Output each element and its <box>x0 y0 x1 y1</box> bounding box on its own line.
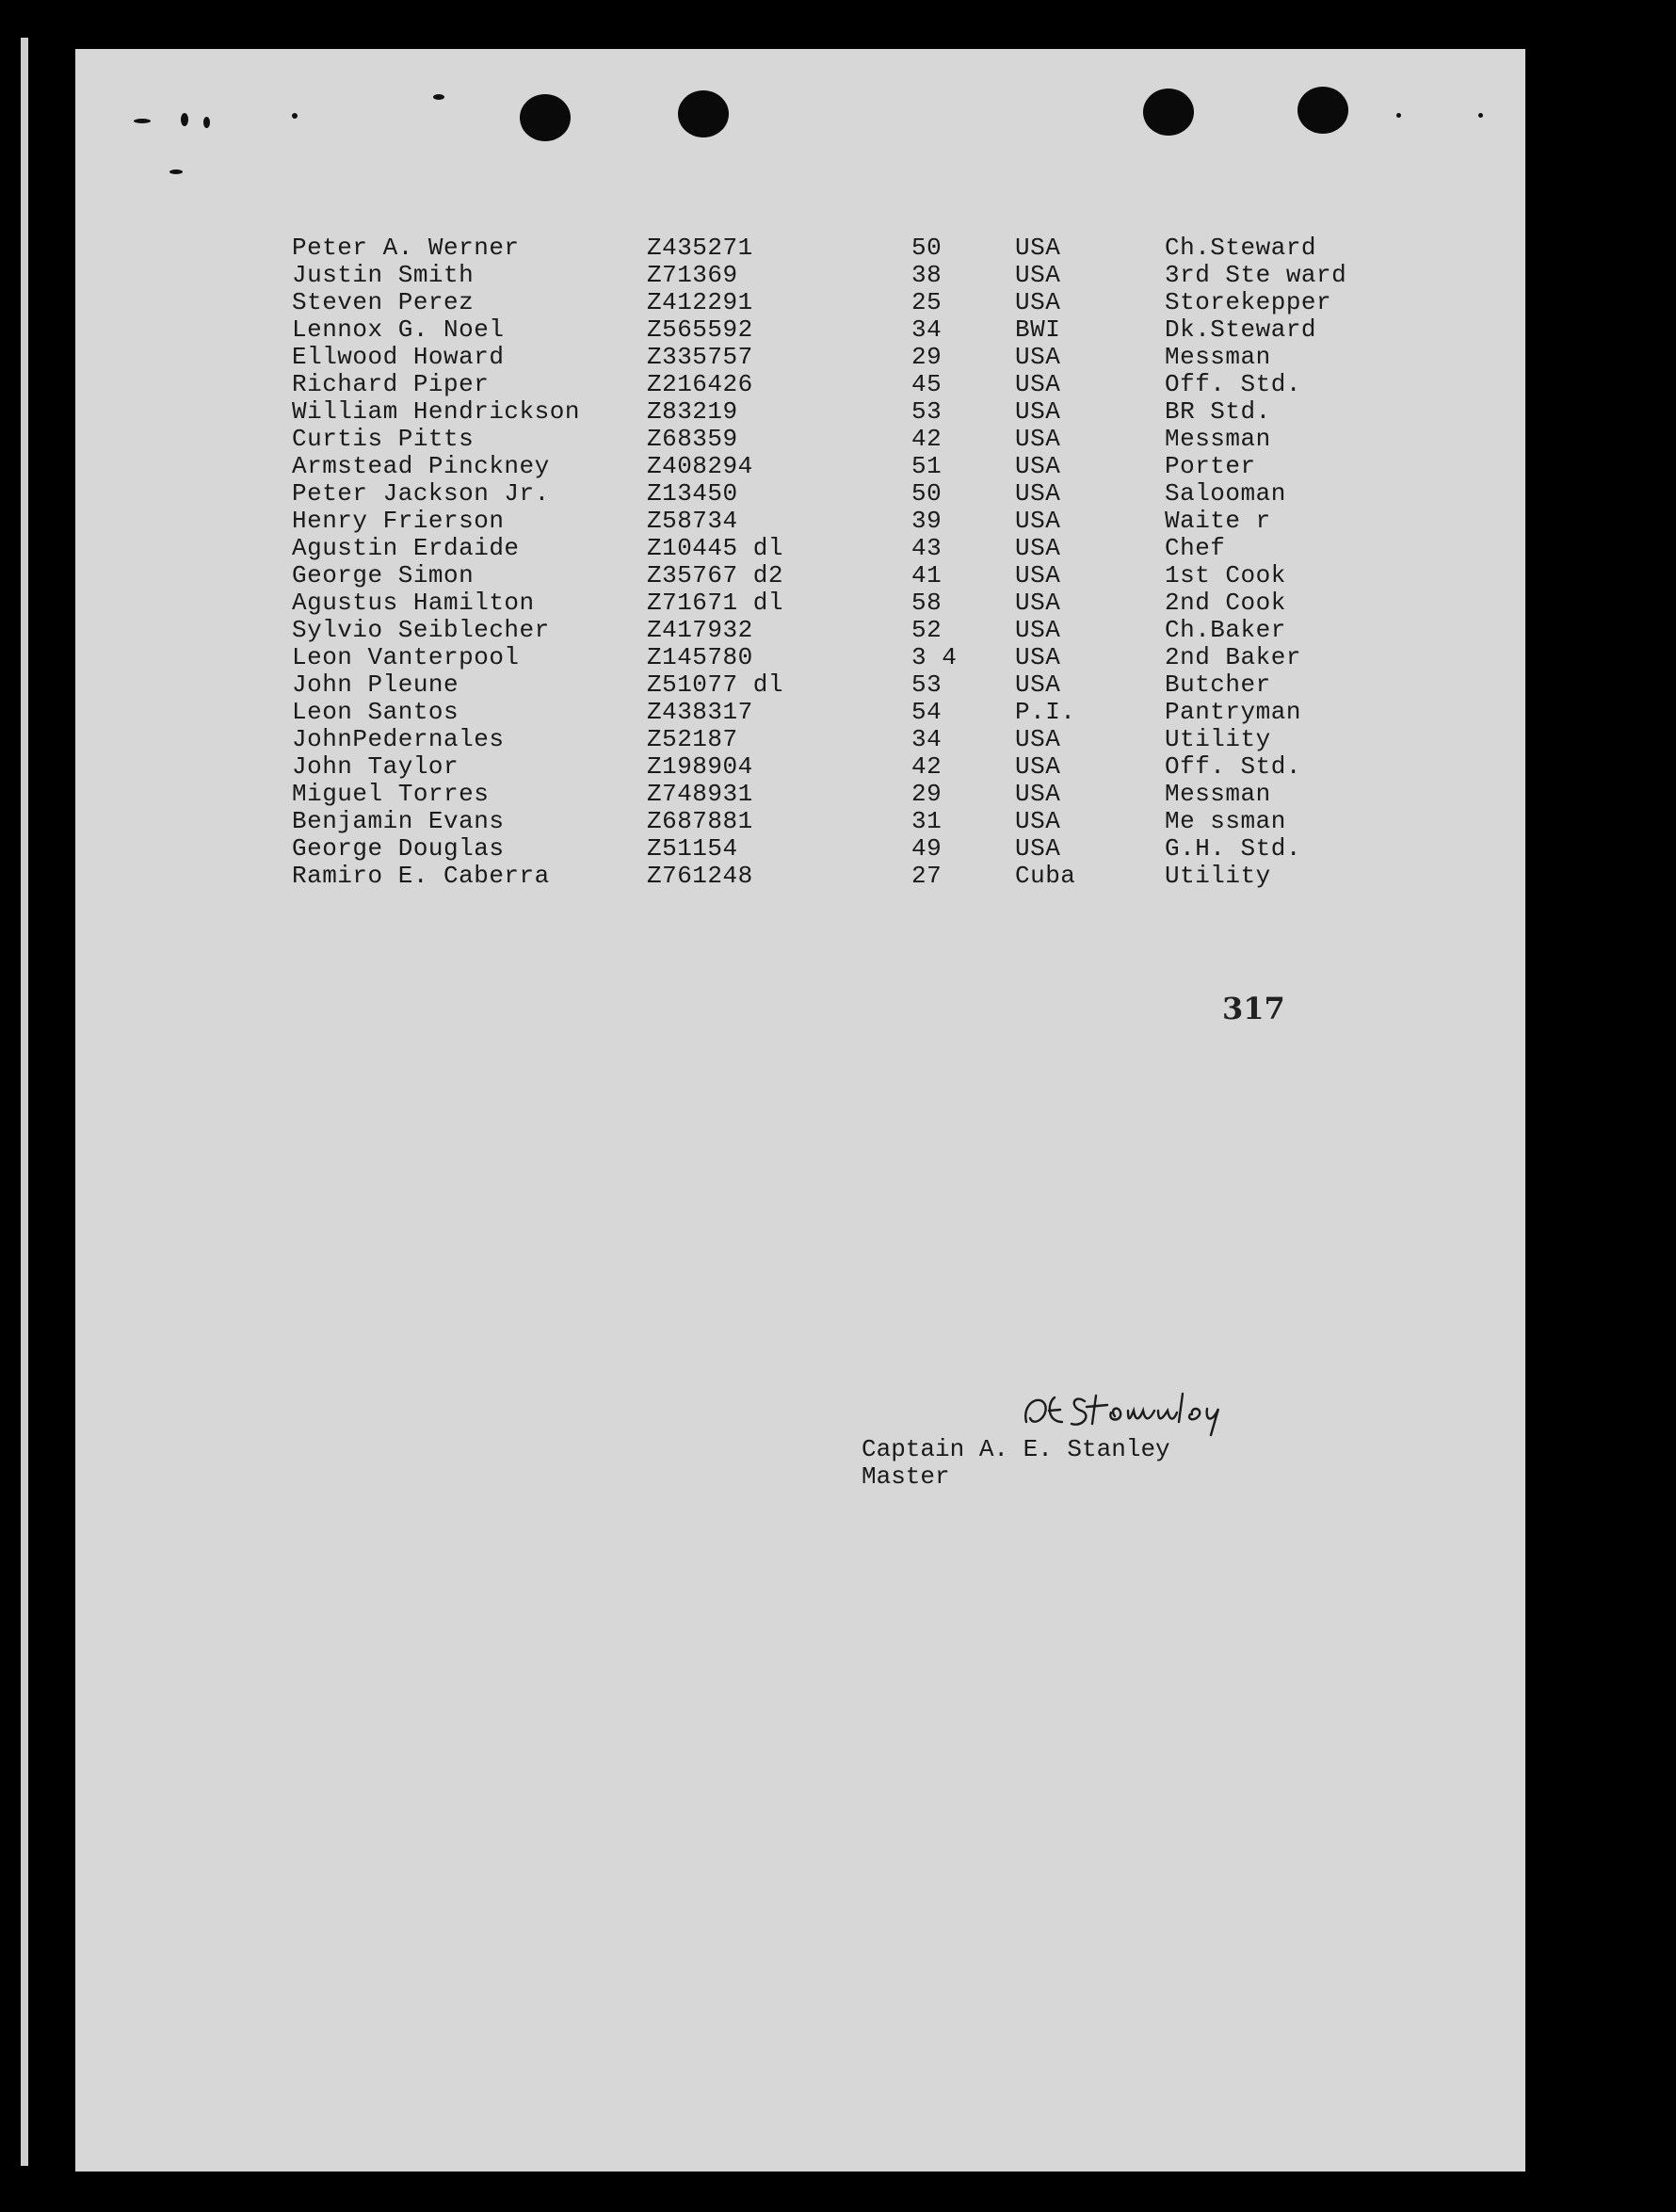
crew-nationality: USA <box>1015 780 1061 808</box>
signatory-title: Master <box>862 1462 950 1491</box>
table-row <box>292 725 1422 752</box>
certificate-number: Z408294 <box>647 452 753 480</box>
crew-age: 42 <box>911 425 943 453</box>
crew-rating: Utility <box>1165 725 1271 753</box>
crew-nationality: USA <box>1015 452 1061 480</box>
certificate-number: Z35767 d2 <box>647 561 783 589</box>
crew-name: Benjamin Evans <box>292 807 505 835</box>
table-row <box>292 370 1422 397</box>
crew-rating: Me ssman <box>1165 807 1286 835</box>
crew-age: 49 <box>911 834 943 863</box>
crew-nationality: USA <box>1015 561 1061 589</box>
crew-age: 58 <box>911 589 943 617</box>
crew-age: 45 <box>911 370 943 398</box>
crew-age: 39 <box>911 507 943 535</box>
table-row <box>292 561 1422 589</box>
table-row <box>292 807 1422 834</box>
certificate-number: Z83219 <box>647 397 738 426</box>
ink-speck <box>203 117 210 128</box>
crew-name: Miguel Torres <box>292 780 490 808</box>
crew-nationality: P.I. <box>1015 698 1076 726</box>
crew-age: 54 <box>911 698 943 726</box>
crew-nationality: USA <box>1015 343 1061 371</box>
crew-nationality: USA <box>1015 807 1061 835</box>
crew-rating: Ch.Steward <box>1165 234 1317 262</box>
crew-rating: Porter <box>1165 452 1256 480</box>
crew-age: 43 <box>911 534 943 562</box>
signatory-name: Captain A. E. Stanley <box>862 1435 1170 1463</box>
crew-name: Steven Perez <box>292 288 475 316</box>
crew-age: 29 <box>911 780 943 808</box>
crew-name: Curtis Pitts <box>292 425 475 453</box>
crew-name: Henry Frierson <box>292 507 505 535</box>
certificate-number: Z52187 <box>647 725 738 753</box>
crew-nationality: USA <box>1015 670 1061 699</box>
table-row <box>292 862 1422 889</box>
table-row <box>292 616 1422 643</box>
crew-nationality: USA <box>1015 589 1061 617</box>
certificate-number: Z13450 <box>647 479 738 508</box>
certificate-number: Z216426 <box>647 370 753 398</box>
signature-graphic <box>1017 1384 1262 1437</box>
document-page <box>75 49 1525 2172</box>
crew-age: 53 <box>911 670 943 699</box>
crew-rating: Off. Std. <box>1165 370 1301 398</box>
crew-age: 38 <box>911 261 943 289</box>
crew-age: 51 <box>911 452 943 480</box>
ink-speck <box>181 113 188 126</box>
certificate-number: Z58734 <box>647 507 738 535</box>
crew-age: 25 <box>911 288 943 316</box>
ink-speck <box>169 170 183 174</box>
table-row <box>292 479 1422 507</box>
crew-rating: BR Std. <box>1165 397 1271 426</box>
crew-age: 41 <box>911 561 943 589</box>
crew-age: 50 <box>911 234 943 262</box>
page-number: 317 <box>1222 991 1285 1026</box>
table-row <box>292 534 1422 561</box>
crew-age: 27 <box>911 862 943 890</box>
crew-name: Agustus Hamilton <box>292 589 535 617</box>
certificate-number: Z417932 <box>647 616 753 644</box>
punch-hole <box>678 90 729 137</box>
table-row <box>292 507 1422 534</box>
scan-film-edge <box>21 38 28 2166</box>
crew-nationality: USA <box>1015 288 1061 316</box>
ink-speck <box>1396 113 1401 118</box>
punch-hole <box>520 94 571 141</box>
crew-rating: Utility <box>1165 862 1271 890</box>
crew-name: George Simon <box>292 561 475 589</box>
punch-hole <box>1297 87 1348 134</box>
crew-nationality: USA <box>1015 616 1061 644</box>
crew-nationality: USA <box>1015 643 1061 671</box>
certificate-number: Z761248 <box>647 862 753 890</box>
crew-rating: G.H. Std. <box>1165 834 1301 863</box>
crew-name: John Taylor <box>292 752 459 781</box>
crew-name: Peter A. Werner <box>292 234 520 262</box>
crew-rating: Dk.Steward <box>1165 315 1317 344</box>
crew-name: JohnPedernales <box>292 725 505 753</box>
certificate-number: Z68359 <box>647 425 738 453</box>
table-row <box>292 425 1422 452</box>
crew-rating: Ch.Baker <box>1165 616 1286 644</box>
crew-rating: Messman <box>1165 425 1271 453</box>
crew-rating: Messman <box>1165 780 1271 808</box>
crew-age: 34 <box>911 725 943 753</box>
crew-rating: 1st Cook <box>1165 561 1286 589</box>
table-row <box>292 397 1422 425</box>
certificate-number: Z10445 dl <box>647 534 783 562</box>
table-row <box>292 589 1422 616</box>
crew-nationality: USA <box>1015 479 1061 508</box>
crew-name: Richard Piper <box>292 370 490 398</box>
crew-rating: 2nd Cook <box>1165 589 1286 617</box>
ink-speck <box>134 119 151 123</box>
crew-name: Sylvio Seiblecher <box>292 616 550 644</box>
crew-nationality: USA <box>1015 425 1061 453</box>
crew-nationality: USA <box>1015 534 1061 562</box>
crew-age: 50 <box>911 479 943 508</box>
certificate-number: Z565592 <box>647 315 753 344</box>
crew-rating: Storekepper <box>1165 288 1332 316</box>
table-row <box>292 752 1422 780</box>
crew-nationality: USA <box>1015 507 1061 535</box>
crew-nationality: USA <box>1015 725 1061 753</box>
crew-age: 53 <box>911 397 943 426</box>
certificate-number: Z145780 <box>647 643 753 671</box>
crew-rating: Salooman <box>1165 479 1286 508</box>
certificate-number: Z438317 <box>647 698 753 726</box>
table-row <box>292 452 1422 479</box>
crew-name: Agustin Erdaide <box>292 534 520 562</box>
crew-name: Lennox G. Noel <box>292 315 505 344</box>
crew-name: Ellwood Howard <box>292 343 505 371</box>
table-row <box>292 315 1422 343</box>
crew-name: Leon Vanterpool <box>292 643 520 671</box>
crew-age: 3 4 <box>911 643 958 671</box>
table-row <box>292 234 1422 261</box>
crew-age: 52 <box>911 616 943 644</box>
crew-nationality: USA <box>1015 752 1061 781</box>
crew-nationality: USA <box>1015 370 1061 398</box>
crew-rating: Pantryman <box>1165 698 1301 726</box>
certificate-number: Z51154 <box>647 834 738 863</box>
crew-name: William Hendrickson <box>292 397 580 426</box>
crew-name: George Douglas <box>292 834 505 863</box>
crew-nationality: BWI <box>1015 315 1061 344</box>
crew-name: Leon Santos <box>292 698 459 726</box>
crew-name: Armstead Pinckney <box>292 452 550 480</box>
certificate-number: Z687881 <box>647 807 753 835</box>
table-row <box>292 288 1422 315</box>
ink-speck <box>292 113 298 119</box>
crew-name: John Pleune <box>292 670 459 699</box>
table-row <box>292 643 1422 670</box>
crew-rating: Waite r <box>1165 507 1271 535</box>
crew-name: Justin Smith <box>292 261 475 289</box>
certificate-number: Z435271 <box>647 234 753 262</box>
crew-age: 31 <box>911 807 943 835</box>
certificate-number: Z71671 dl <box>647 589 783 617</box>
certificate-number: Z335757 <box>647 343 753 371</box>
table-row <box>292 343 1422 370</box>
crew-rating: 2nd Baker <box>1165 643 1301 671</box>
ink-speck <box>433 94 444 100</box>
crew-nationality: USA <box>1015 234 1061 262</box>
table-row <box>292 670 1422 698</box>
crew-name: Peter Jackson Jr. <box>292 479 550 508</box>
certificate-number: Z51077 dl <box>647 670 783 699</box>
crew-list <box>292 234 1422 889</box>
certificate-number: Z412291 <box>647 288 753 316</box>
table-row <box>292 698 1422 725</box>
crew-nationality: USA <box>1015 261 1061 289</box>
crew-rating: Messman <box>1165 343 1271 371</box>
crew-age: 42 <box>911 752 943 781</box>
crew-nationality: USA <box>1015 397 1061 426</box>
crew-nationality: USA <box>1015 834 1061 863</box>
crew-rating: Off. Std. <box>1165 752 1301 781</box>
punch-hole <box>1143 89 1194 136</box>
table-row <box>292 834 1422 862</box>
crew-rating: Butcher <box>1165 670 1271 699</box>
crew-age: 34 <box>911 315 943 344</box>
signature-block <box>862 1436 1170 1491</box>
table-row <box>292 780 1422 807</box>
certificate-number: Z71369 <box>647 261 738 289</box>
table-row <box>292 261 1422 288</box>
crew-rating: Chef <box>1165 534 1226 562</box>
crew-name: Ramiro E. Caberra <box>292 862 550 890</box>
certificate-number: Z198904 <box>647 752 753 781</box>
crew-nationality: Cuba <box>1015 862 1076 890</box>
crew-rating: 3rd Ste ward <box>1165 261 1347 289</box>
certificate-number: Z748931 <box>647 780 753 808</box>
crew-age: 29 <box>911 343 943 371</box>
ink-speck <box>1478 113 1483 118</box>
